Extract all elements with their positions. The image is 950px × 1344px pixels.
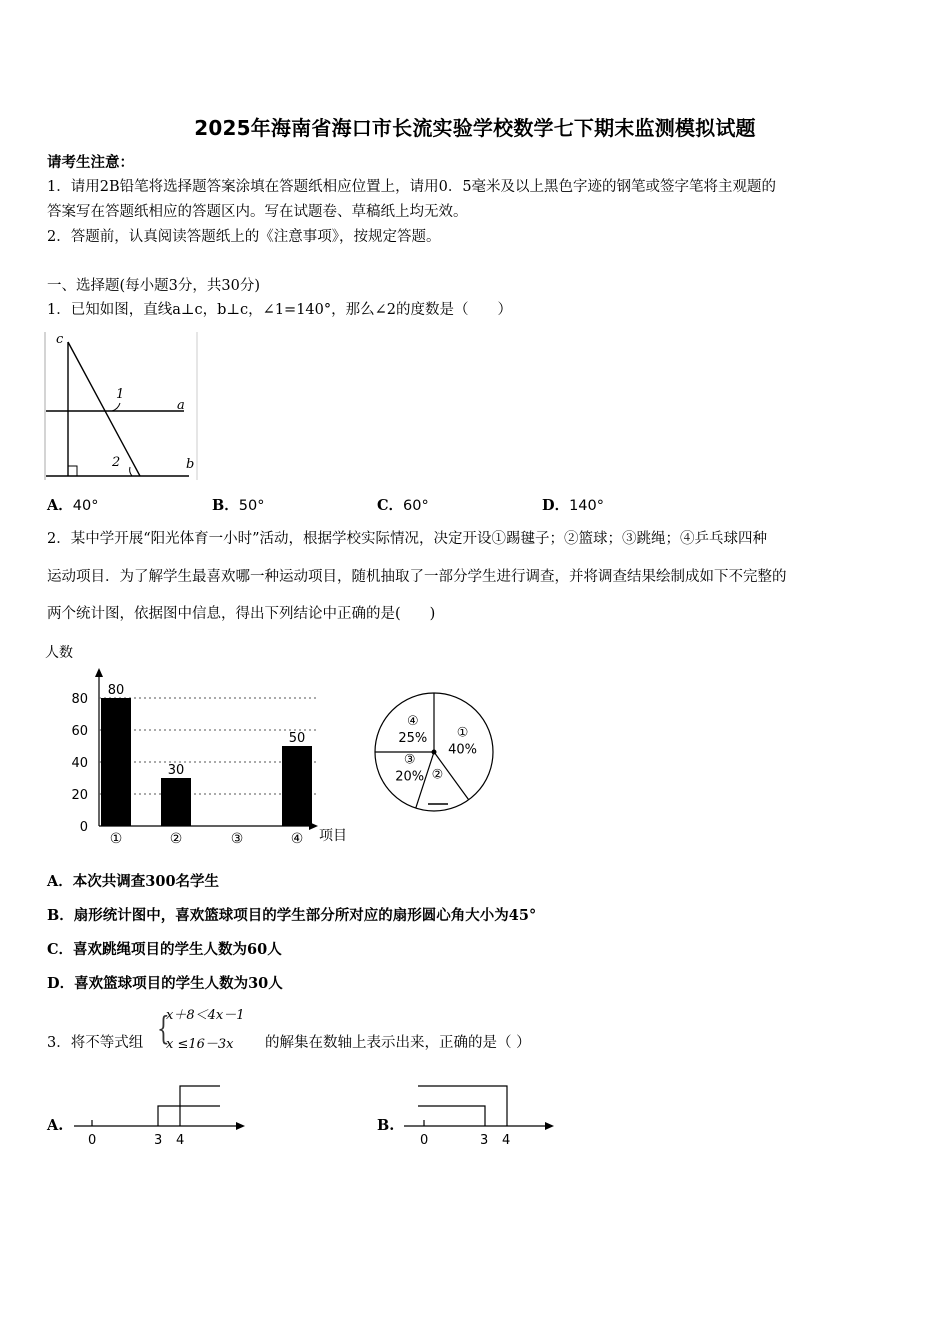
q2-option-d-letter: D．	[47, 975, 75, 992]
x-tick-label-4: ④	[290, 831, 304, 847]
x-tick-label-2: ②	[169, 831, 183, 847]
label-c: c	[56, 332, 64, 347]
x-tick-label-3: ③	[230, 831, 244, 847]
y-tick-label-60: 60	[71, 724, 88, 739]
tick-label-3: 3	[480, 1133, 489, 1148]
bar-chart-xlabel: 项目	[319, 828, 347, 844]
pie-slice-percent-3: 20%	[395, 769, 425, 785]
q2-option-b-letter: B．	[47, 907, 74, 924]
y-tick-label-40: 40	[71, 756, 88, 771]
notice-item2: 2．答题前，认真阅读答题纸上的《注意事项》，按规定答题。	[47, 229, 441, 245]
q3-brace: {	[157, 1009, 170, 1048]
label-angle2: 2	[112, 455, 121, 470]
bar-data-label-1: 80	[107, 683, 125, 698]
y-tick-label-20: 20	[71, 788, 88, 803]
q2-option-a-text: 本次共调查300名学生	[72, 873, 220, 890]
q1-option-b-letter: B．	[212, 497, 239, 514]
q1-option-b-text: 50°	[238, 498, 265, 514]
pie-chart	[370, 688, 500, 818]
q2-option-a[interactable]	[47, 872, 219, 892]
pie-center	[432, 750, 437, 755]
notice-item1-line2: 答案写在答题纸相应的答题区内。写在试题卷、草稿纸上均无效。	[47, 204, 468, 220]
pie-slice-label-4: ④	[406, 713, 419, 729]
q2-option-d-text: 喜欢篮球项目的学生人数为30人	[74, 975, 283, 992]
notice-item1-line1: 1．请用2B铅笔将选择题答案涂填在答题纸相应位置上，请用0．5毫米及以上黑色字迹的钢笔或签字笔将主观题的	[47, 179, 777, 195]
bar-data-label-4: 50	[288, 731, 306, 746]
tick-label-0: 0	[88, 1133, 97, 1148]
q1-option-d[interactable]	[542, 494, 604, 515]
q1-option-d-letter: D．	[542, 497, 570, 514]
transversal	[68, 342, 140, 476]
pie-slice-label-1: ①	[456, 725, 469, 741]
bar-4	[282, 746, 312, 826]
q2-line3: 两个统计图，依据图中信息，得出下列结论中正确的是( )	[47, 606, 436, 622]
angle2-arc	[130, 467, 132, 476]
q2-option-a-letter: A．	[47, 873, 73, 890]
q3-option-a-numberline[interactable]	[70, 1082, 250, 1152]
q2-line1: 2．某中学开展“阳光体育一小时”活动，根据学校实际情况，决定开设①踢毽子；②篮球；③跳绳；④乒乓球四种	[47, 531, 768, 547]
q3-stem-before: 3．将不等式组	[47, 1035, 144, 1051]
q2-option-c-text: 喜欢跳绳项目的学生人数为60人	[73, 941, 282, 958]
q3-ineq1: x＋8＜4x－1	[166, 1008, 245, 1023]
y-tick-label-80: 80	[71, 692, 88, 707]
q1-option-a-text: 40°	[72, 498, 99, 514]
angle1-arc	[112, 403, 120, 411]
notice-heading: 请考生注意：	[47, 154, 134, 171]
q1-option-c[interactable]	[377, 494, 429, 515]
tick-label-4: 4	[176, 1133, 185, 1148]
q1-option-c-letter: C．	[377, 497, 404, 514]
q3-option-a-letter[interactable]: A.	[47, 1117, 64, 1134]
label-angle1: 1	[116, 387, 125, 402]
section-heading: 一、选择题(每小题3分，共30分)	[47, 278, 260, 294]
q2-option-b-text: 扇形统计图中，喜欢篮球项目的学生部分所对应的扇形圆心角大小为45°	[73, 907, 537, 924]
pie-slice-percent-4: 25%	[398, 730, 428, 746]
y-tick-label-0: 0	[79, 820, 88, 835]
pie-slice-percent-1: 40%	[448, 742, 477, 758]
y-axis-arrow	[95, 668, 103, 677]
q2-line2: 运动项目．为了解学生最喜欢哪一种运动项目，随机抽取了一部分学生进行调查，并将调查结果绘制成如下不完整的	[47, 569, 787, 585]
bar-1	[101, 698, 131, 826]
q1-option-a-letter: A．	[47, 497, 73, 514]
q1-stem: 1．已知如图，直线a⊥c，b⊥c，∠1=140°，那么∠2的度数是（ ）	[47, 302, 512, 318]
q2-option-d[interactable]	[47, 974, 283, 994]
q2-option-c[interactable]	[47, 940, 282, 960]
ray-from-3	[158, 1106, 220, 1126]
q3-option-b-letter[interactable]: B.	[377, 1117, 395, 1134]
q1-option-c-text: 60°	[403, 498, 429, 514]
bar-chart	[40, 640, 360, 850]
q1-option-a[interactable]	[47, 494, 98, 515]
bar-data-label-2: 30	[167, 763, 185, 778]
q2-option-b[interactable]	[47, 906, 536, 926]
q3-stem-after: 的解集在数轴上表示出来，正确的是（ ）	[265, 1035, 531, 1051]
q3-option-b-numberline[interactable]	[400, 1082, 560, 1152]
right-angle-mark	[68, 466, 77, 476]
tick-label-3: 3	[154, 1133, 163, 1148]
q1-option-d-text: 140°	[569, 498, 605, 514]
page-title: 2025年海南省海口市长流实验学校数学七下期末监测模拟试题	[194, 116, 756, 140]
q1-option-b[interactable]	[212, 494, 264, 515]
label-b: b	[186, 457, 195, 472]
pie-slice-label-2: ②	[431, 767, 444, 783]
bar-chart-ylabel: 人数	[45, 645, 73, 661]
q1-figure	[44, 330, 200, 482]
tick-label-0: 0	[420, 1133, 429, 1148]
number-line-arrow	[545, 1122, 554, 1130]
q3-ineq2: x ≤16－3x	[166, 1037, 234, 1052]
pie-slice-label-3: ③	[403, 752, 416, 768]
tick-label-4: 4	[502, 1133, 511, 1148]
q2-option-c-letter: C．	[47, 941, 74, 958]
label-a: a	[177, 398, 185, 413]
ray-to-3	[418, 1106, 485, 1126]
x-tick-label-1: ①	[109, 831, 123, 847]
bar-2	[161, 778, 191, 826]
number-line-arrow	[236, 1122, 245, 1130]
